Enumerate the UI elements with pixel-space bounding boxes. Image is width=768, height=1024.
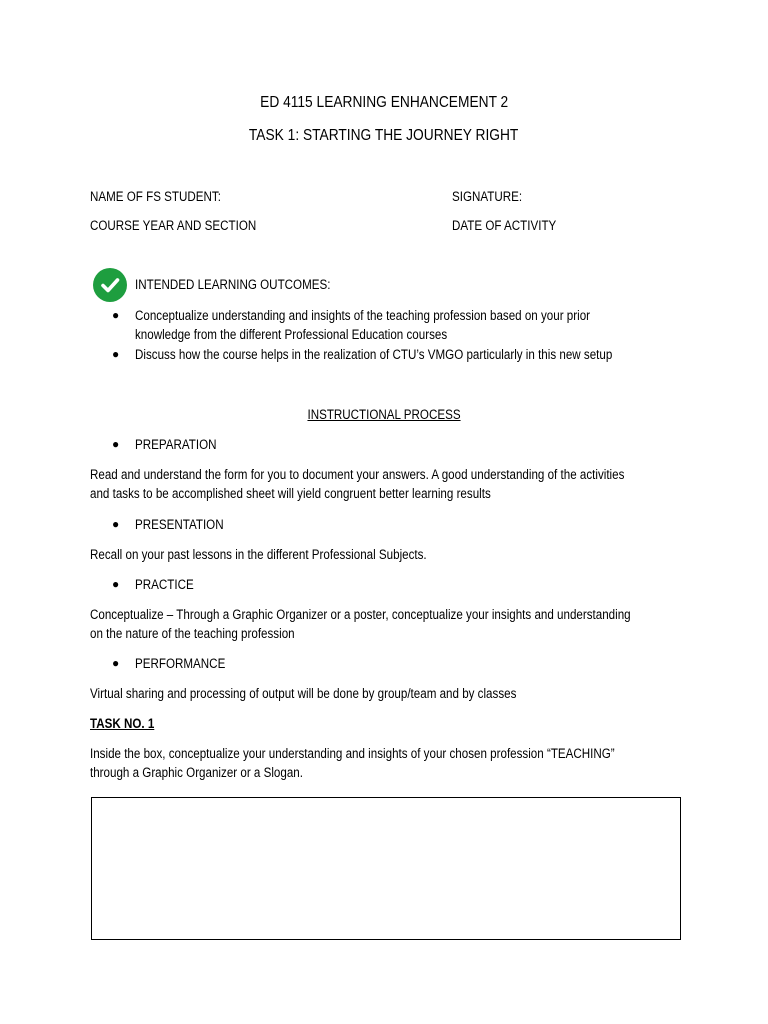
- task-instructions: through a Graphic Organizer or a Slogan.: [90, 765, 303, 780]
- task-heading: TASK NO. 1: [90, 716, 155, 731]
- step-description: and tasks to be accomplished sheet will yield congruent better learning results: [90, 486, 491, 501]
- bullet-icon: ●: [112, 577, 120, 591]
- course-field-label: COURSE YEAR AND SECTION: [90, 218, 257, 233]
- step-description: on the nature of the teaching profession: [90, 626, 295, 641]
- bullet-icon: ●: [112, 517, 120, 531]
- step-description: Read and understand the form for you to document your answers. A good understanding of the activities: [90, 467, 625, 482]
- document-page: ED 4115 LEARNING ENHANCEMENT 2 TASK 1: STARTING THE JOURNEY RIGHT NAME OF FS STUDENT: SIGNATURE: COURSE YEAR AND SECTION DATE OF ACTIVITY INTENDED LEARNING OUTCOMES: ● Conceptualize understanding and insights of the teaching profession based on your prior knowledge from the different Professional Education courses ● Discuss how the course helps in the realization of CTU’s VMGO particularly in this new setup INSTRUCTIONAL PROCESS ● PREPARATION Read and understand the form for you to document your answers. A good understanding of the activities and tasks to be accomplished sheet will yield congruent better learning results ● PRESENTATION Recall on your past lessons in the different Professional Subjects. ● PRACTICE Conceptualize – Through a Graphic Organizer or a poster, conceptualize your insights and understanding on the nature of the teaching profession ● PERFORMANCE Virtual sharing and processing of output will be done by group/team and by classes TASK NO. 1 Inside the box, conceptualize your understanding and insights of your chosen profession “TEACHING” through a Graphic Organizer or a Slogan.: [0, 0, 768, 1024]
- step-description: Virtual sharing and processing of output will be done by group/team and by classes: [90, 686, 517, 701]
- title-line-1: ED 4115 LEARNING ENHANCEMENT 2: [259, 94, 509, 111]
- instructional-process-heading: INSTRUCTIONAL PROCESS: [307, 407, 461, 422]
- bullet-icon: ●: [112, 308, 120, 322]
- name-field-label: NAME OF FS STUDENT:: [90, 189, 221, 204]
- title-line-2: TASK 1: STARTING THE JOURNEY RIGHT: [249, 127, 519, 144]
- step-description: Recall on your past lessons in the different Professional Subjects.: [90, 547, 427, 562]
- date-field-label: DATE OF ACTIVITY: [452, 218, 557, 233]
- bullet-icon: ●: [112, 656, 120, 670]
- step-description: Conceptualize – Through a Graphic Organizer or a poster, conceptualize your insights and understanding: [90, 607, 631, 622]
- check-circle-icon: [93, 268, 127, 302]
- bullet-icon: ●: [112, 437, 120, 451]
- document-subtitle: [0, 127, 768, 145]
- task-instructions: Inside the box, conceptualize your understanding and insights of your chosen profession “TEACHING”: [90, 746, 615, 761]
- document-title: [0, 94, 768, 112]
- outcomes-heading: INTENDED LEARNING OUTCOMES:: [135, 277, 331, 292]
- answer-box[interactable]: [91, 797, 681, 940]
- bullet-icon: ●: [112, 347, 120, 361]
- signature-field-label: SIGNATURE:: [452, 189, 523, 204]
